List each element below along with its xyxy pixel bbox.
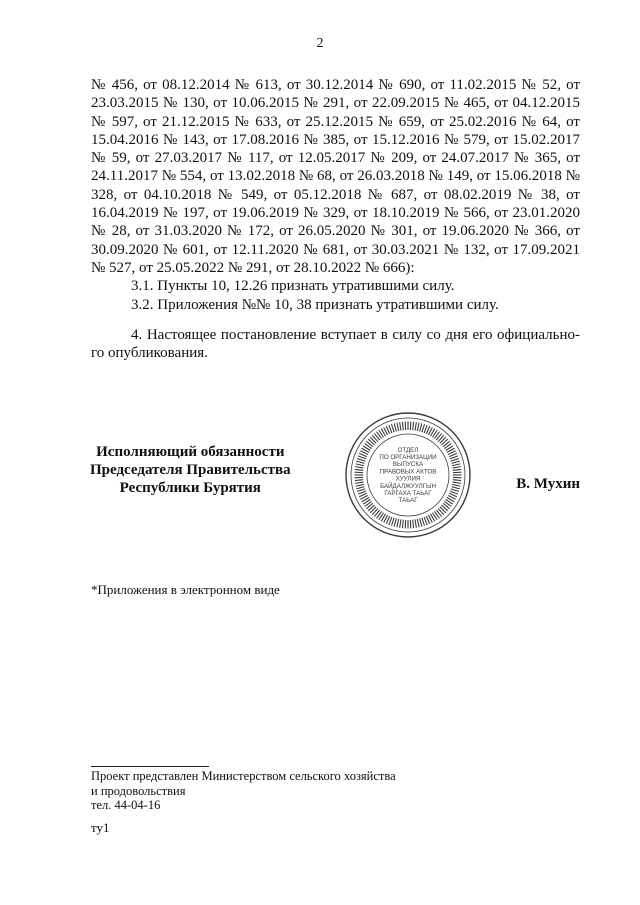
- seal-ring-glyph: [453, 469, 461, 470]
- seal-ring-glyph: [453, 480, 461, 481]
- seal-ring-glyph: [355, 467, 363, 468]
- seal-center-line: ГАРГАХА ТАЬАГ: [384, 490, 432, 497]
- seal-center-line: ПРАВОВЫХ АКТОВ: [379, 468, 437, 476]
- seal-ring-glyph: [357, 458, 365, 461]
- seal-center-line: ХУУЛИЯ: [395, 475, 421, 483]
- seal-ring-glyph: [452, 484, 460, 486]
- document-body: [91, 76, 580, 362]
- footnote-divider: [91, 766, 209, 767]
- seal-center-line: БАЙДАЛЖУУЛГЫН: [380, 482, 436, 490]
- seal-ring-glyph: [452, 467, 460, 468]
- seal-ring-glyph: [356, 461, 364, 463]
- footnote-line1: Проект представлен Министерством сельского хозяйства: [91, 769, 396, 783]
- seal-ring-glyph: [355, 480, 363, 481]
- intro-paragraph: № 456, от 08.12.2014 № 613, от 30.12.2014 № 690, от 11.02.2015 № 52, от 23.03.2015 № 130, от 10.06.2015 № 291, от 22.09.2015 № 465, от 04.12.2015 № 597, от 21.12.2015 № 633, от 25.12.2015 № 659, от 25.02.2016 № 64, от 15.04.2016 № 143, от 17.08.2016 № 385, от 15.12.2016 № 579, от 15.02.2017 № 59, от 27.03.2017 № 117, от 12.05.2017 № 209, от 24.07.2017 № 365, от 24.11.2017 № 554, от 13.02.2018 № 68, от 26.03.2018 № 149, от 15.06.2018 № 328, от 04.10.2018 № 549, от 05.12.2018 № 687, от 08.02.2019 № 38, от 16.04.2019 № 197, от 19.06.2019 № 329, от 18.10.2019 № 566, от 23.01.2020 № 28, от 31.03.2020 № 172, от 26.05.2020 № 301, от 19.06.2020 № 366, от 30.09.2020 № 601, от 12.11.2020 № 681, от 30.03.2021 № 132, от 17.09.2021 № 527, от 25.05.2022 № 291, от 28.10.2022 № 666):: [91, 77, 580, 276]
- executor-code: ту1: [91, 820, 110, 835]
- seal-ring-glyph: [356, 484, 364, 486]
- item-3-2: 3.2. Приложения №№ 10, 38 признать утратившими силу.: [131, 296, 499, 313]
- seal-ring-glyph: [356, 487, 364, 489]
- seal-ring-glyph: [400, 422, 401, 430]
- seal-ring-glyph: [420, 518, 422, 526]
- signatory-title: [90, 443, 291, 497]
- seal-ring-glyph: [397, 519, 399, 527]
- official-seal-icon: [343, 410, 473, 540]
- signatory-title-line2: Председателя Правительства: [90, 462, 291, 478]
- seal-ring-glyph: [394, 518, 396, 526]
- signatory-title-line3: Республики Бурятия: [119, 480, 261, 496]
- item-3-1: 3.1. Пункты 10, 12.26 признать утратившими силу.: [131, 278, 455, 295]
- seal-ring-glyph: [451, 489, 459, 492]
- seal-ring-glyph: [422, 518, 425, 526]
- seal-center-line: ОТДЕЛ: [397, 446, 419, 454]
- seal-ring-glyph: [397, 423, 399, 431]
- seal-ring-glyph: [452, 464, 460, 466]
- seal-ring-glyph: [451, 461, 459, 463]
- seal-ring-glyph: [451, 458, 459, 461]
- seal-ring-glyph: [402, 422, 403, 430]
- seal-ring-glyph: [402, 520, 403, 528]
- seal-ring-glyph: [422, 424, 425, 432]
- seal-ring-glyph: [415, 422, 416, 430]
- footnote: [91, 769, 396, 813]
- footnote-line3: тел. 44-04-16: [91, 798, 161, 812]
- seal-ring-glyph: [391, 518, 394, 526]
- seal-ring-glyph: [356, 464, 364, 466]
- seal-center-line: ВЫПУСКА: [392, 461, 424, 469]
- seal-ring-glyph: [415, 519, 416, 527]
- item-4: 4. Настоящее постановление вступает в силу со дня его официально-го опубликования.: [91, 326, 580, 362]
- seal-ring-glyph: [417, 519, 419, 527]
- seal-ring-glyph: [413, 422, 414, 430]
- seal-ring-glyph: [413, 520, 414, 528]
- appendix-note: *Приложения в электронном виде: [91, 582, 280, 597]
- seal-ring-glyph: [355, 469, 363, 470]
- seal-ring-glyph: [420, 423, 422, 431]
- seal-ring-glyph: [355, 482, 363, 483]
- seal-ring-glyph: [451, 487, 459, 489]
- seal-ring-glyph: [400, 519, 401, 527]
- signer-name: В. Мухин: [516, 476, 580, 492]
- seal-ring-glyph: [417, 423, 419, 431]
- seal-ring-glyph: [357, 489, 365, 492]
- seal-ring-glyph: [391, 424, 394, 432]
- seal-ring-glyph: [452, 482, 460, 483]
- signatory-title-line1: Исполняющий обязанности: [96, 444, 285, 460]
- page-number: 2: [316, 36, 324, 51]
- seal-center-line: ПО ОРГАНИЗАЦИИ: [379, 454, 437, 461]
- seal-center-line: ТАЬАГ: [398, 497, 418, 505]
- seal-ring-glyph: [394, 423, 396, 431]
- footnote-line2: и продовольствия: [91, 783, 186, 798]
